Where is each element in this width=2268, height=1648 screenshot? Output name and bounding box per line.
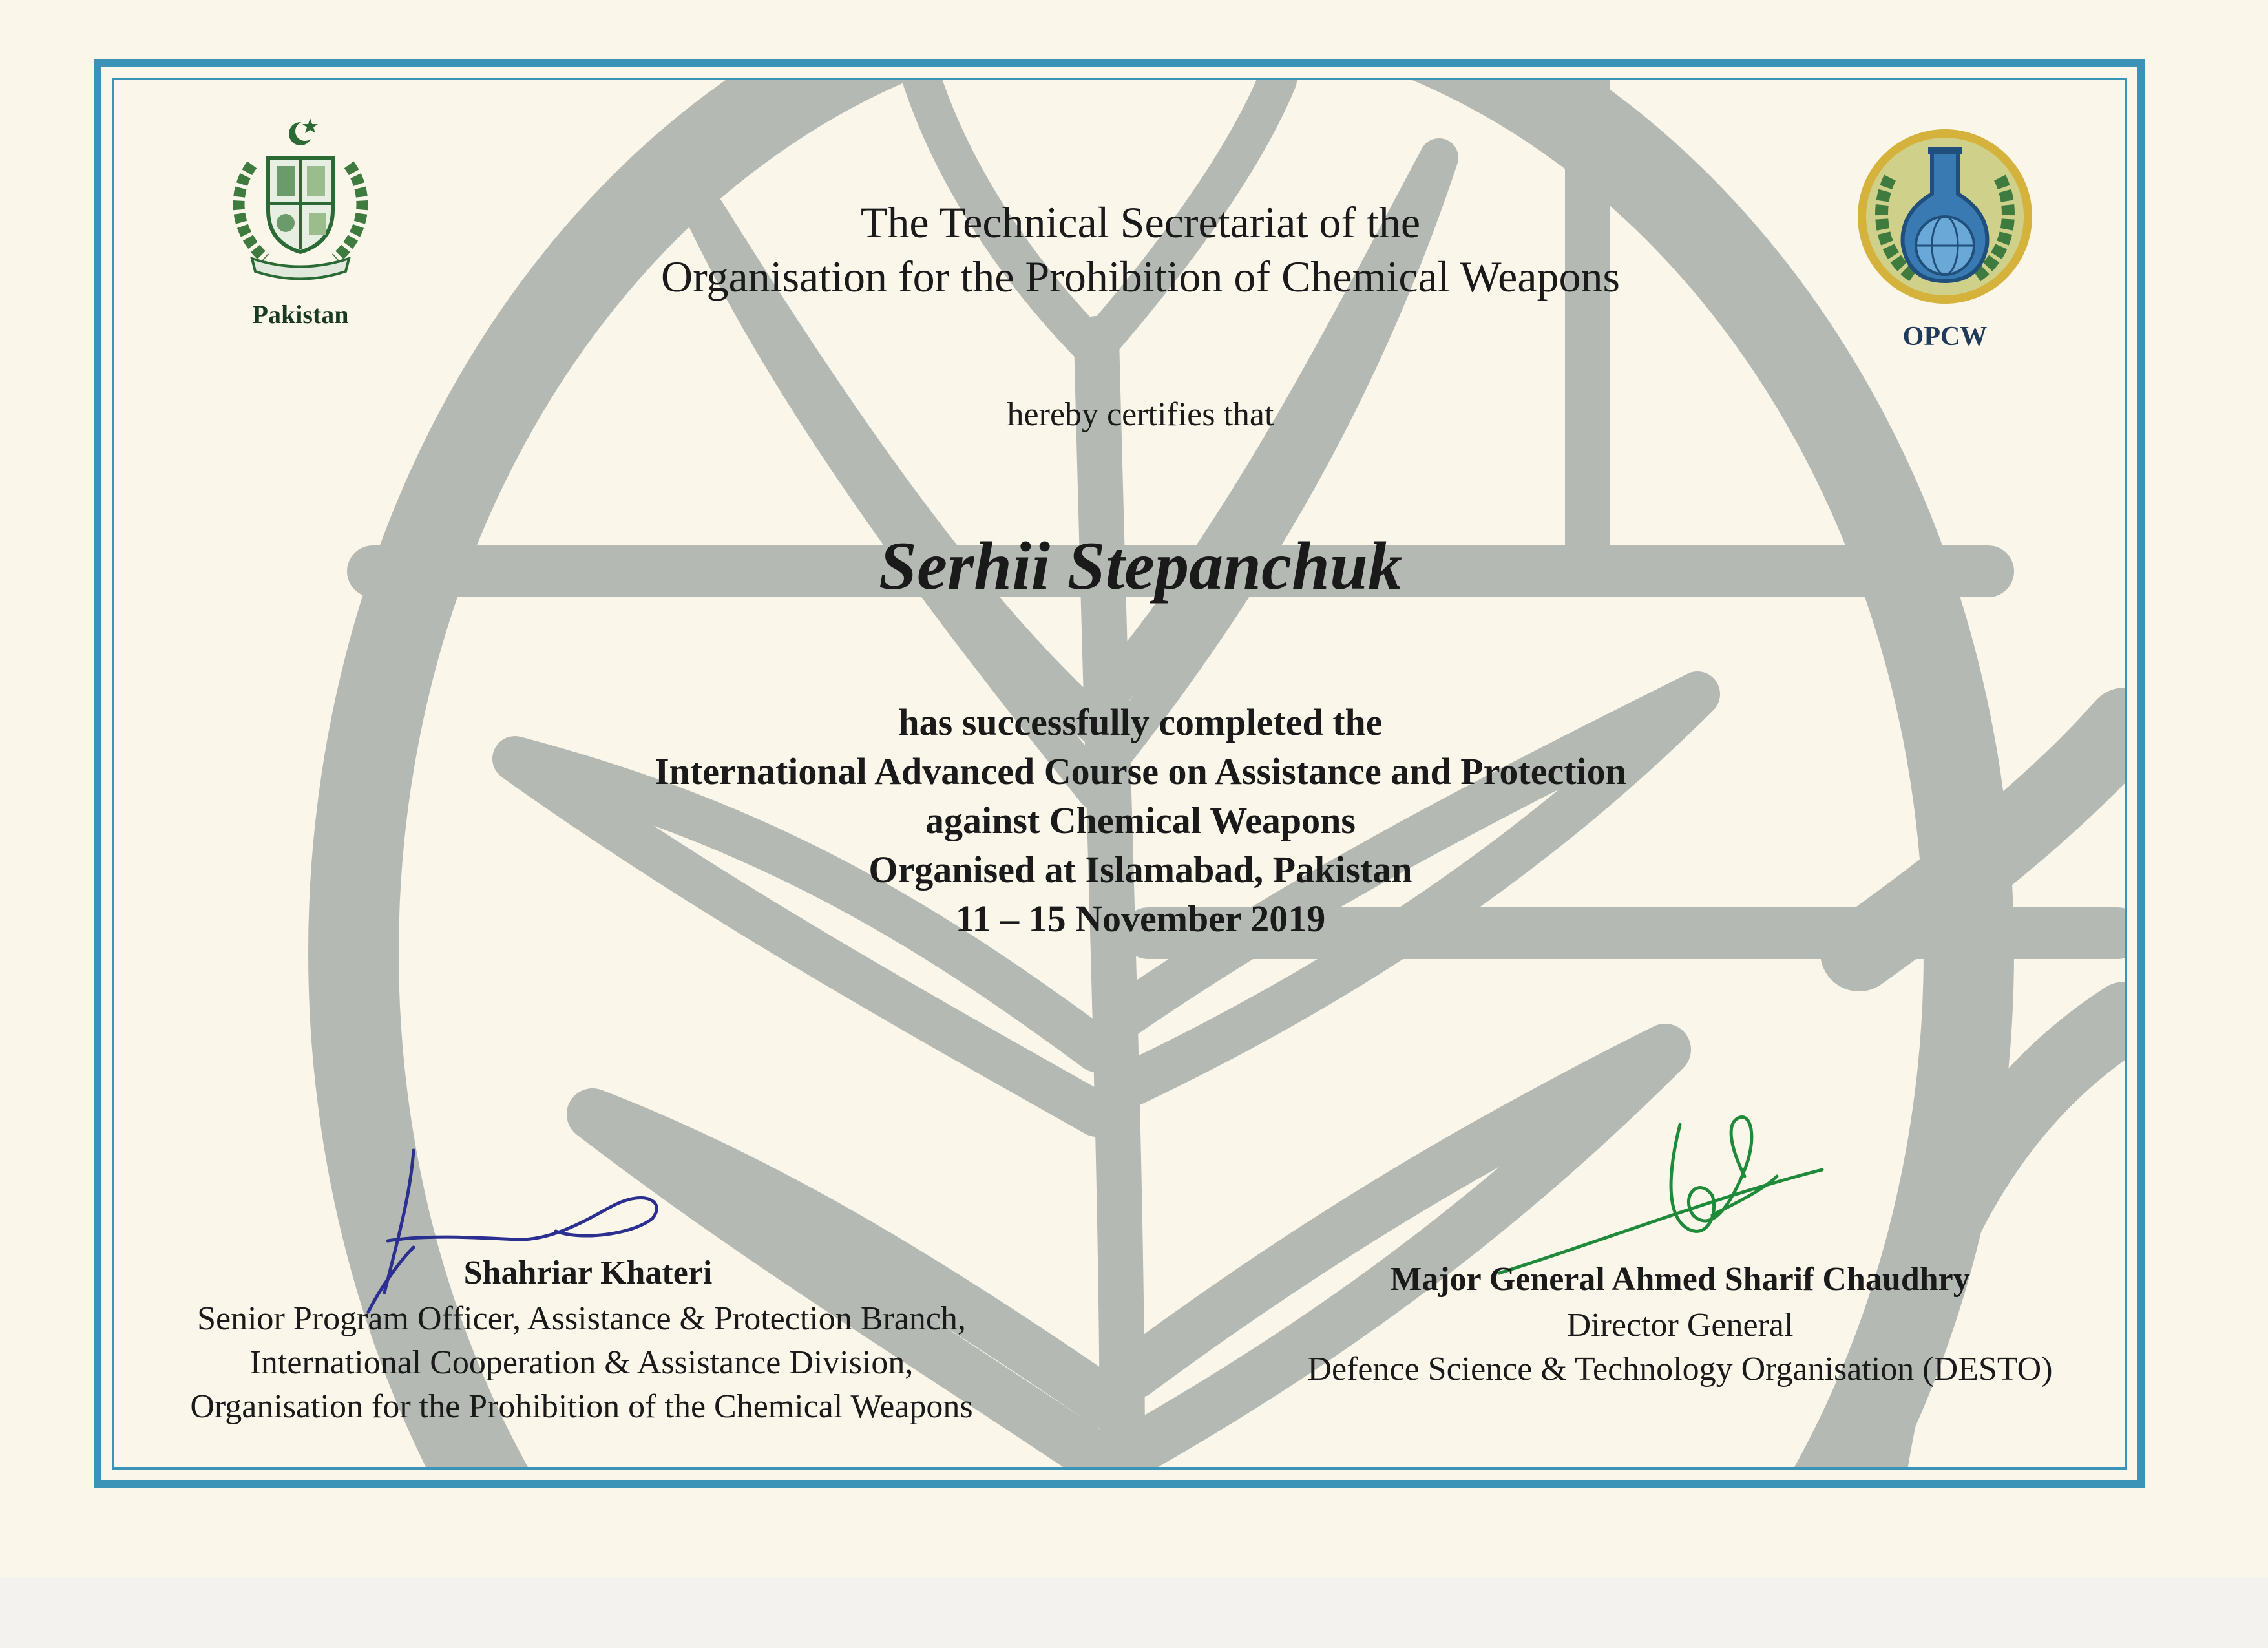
course-line: has successfully completed the: [898, 701, 1383, 743]
course-line: against Chemical Weapons: [925, 799, 1356, 841]
course-line: Organised at Islamabad, Pakistan: [868, 849, 1412, 891]
right-signatory-name: Major General Ahmed Sharif Chaudhry: [1390, 1261, 1970, 1298]
right-signatory-title: Director General: [1566, 1307, 1794, 1344]
issuer-line-2: Organisation for the Prohibition of Chemical Weapons: [661, 252, 1620, 301]
recipient-name: Serhii Stepanchuk: [879, 528, 1402, 604]
left-signatory-title: Organisation for the Prohibition of the Chemical Weapons: [190, 1388, 973, 1425]
course-line: 11 – 15 November 2019: [955, 898, 1326, 940]
left-signature: [349, 1144, 685, 1318]
opcw-logo: [1854, 126, 2035, 352]
certify-text: hereby certifies that: [1007, 396, 1274, 433]
left-signatory-name: Shahriar Khateri: [463, 1254, 713, 1291]
pakistan-label: Pakistan: [252, 300, 349, 329]
left-signatory-title: Senior Program Officer, Assistance & Protection Branch,: [197, 1300, 966, 1337]
right-signatory-title: Defence Science & Technology Organisation (DESTO): [1307, 1351, 2053, 1388]
opcw-label: OPCW: [1902, 322, 1988, 352]
pakistan-emblem: [213, 113, 388, 329]
issuer-line-1: The Technical Secretariat of the: [860, 198, 1421, 247]
course-line: International Advanced Course on Assistance and Protection: [655, 750, 1626, 792]
left-signatory-title: International Cooperation & Assistance Division,: [249, 1344, 914, 1381]
